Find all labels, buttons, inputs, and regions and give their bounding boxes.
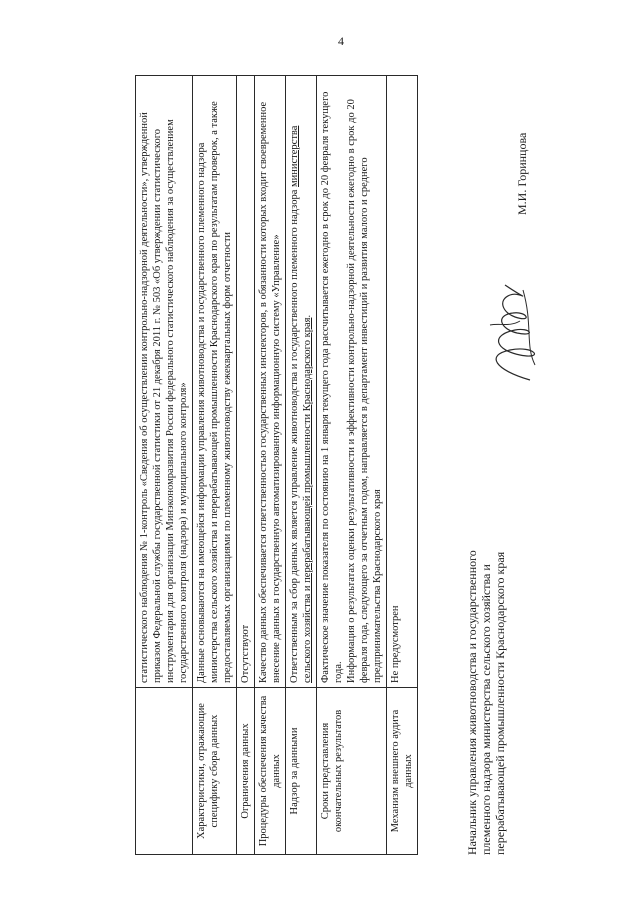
table-row bbox=[193, 76, 237, 855]
table-row bbox=[317, 76, 387, 855]
table-row bbox=[255, 76, 286, 855]
row-label: Процедуры обеспечения качества данных bbox=[255, 688, 286, 855]
row-label: Надзор за данными bbox=[286, 688, 317, 855]
signature-block bbox=[465, 75, 565, 855]
row-value: Качество данных обеспечивается ответственностью государственных инспекторов, в обязанности которых входит своевременное внесение данных в государственную автоматизированную информационную систему «Управление» bbox=[255, 76, 286, 688]
table-row bbox=[136, 76, 193, 855]
table-row bbox=[237, 76, 255, 855]
signatory-position: Начальник управления животноводства и государственного племенного надзора министерства сельского хозяйства и перерабатывающей промышленности Краснодарского края bbox=[465, 550, 507, 855]
row-value: Не предусмотрен bbox=[387, 76, 418, 688]
rotated-page-content bbox=[135, 75, 565, 855]
table-row bbox=[286, 76, 317, 855]
signatory-name: М.И. Горинцова bbox=[515, 132, 529, 215]
row-label: Характеристики, отражающие специфику сбора данных bbox=[193, 688, 237, 855]
row-value: Отсутствуют bbox=[237, 76, 255, 688]
row-value: статистического наблюдения № 1-контроль «Сведения об осуществлении контрольно-надзорной деятельности», утвержденной приказом Федеральной службы государственной статистики от 21 декабря 2011 г. № 503 «Об утверждении статистического инструментария для организации Минэкономразвития России федерального статистического наблюдения за осуществлением государственного контроля (надзора) и муниципального контроля» bbox=[136, 76, 193, 688]
table-row bbox=[387, 76, 418, 855]
row-value-text: Ответственным за сбор данных является управление животноводства и государственного племенного надзора bbox=[289, 187, 300, 683]
row-value bbox=[286, 76, 317, 688]
row-value bbox=[317, 76, 387, 688]
handwritten-signature bbox=[475, 275, 555, 385]
row-value-text-end: . bbox=[302, 314, 313, 318]
row-value-underlined: министерства сельского хозяйства и перерабатывающей промышленности Краснодарского края bbox=[289, 125, 313, 683]
row-label: Сроки представления окончательных результатов bbox=[317, 688, 387, 855]
row-label bbox=[136, 688, 193, 855]
row-label: Ограничения данных bbox=[237, 688, 255, 855]
data-table bbox=[135, 75, 418, 855]
row-value-paragraph: Фактическое значение показателя по состоянию на 1 января текущего года рассчитывается ежегодно в срок до 20 февраля текущего года. bbox=[320, 91, 344, 683]
row-value: Данные основываются на имеющейся информации управления животноводства и государственного племенного надзора министерства сельского хозяйства и перерабатывающей промышленности Краснодарского края по результатам проверок, а также предоставляемых организациями по племенному животноводству ежеквартальных форм отчетности bbox=[193, 76, 237, 688]
row-label: Механизм внешнего аудита данных bbox=[387, 688, 418, 855]
row-value-paragraph: Информация о результатах оценки результативности и эффективности контрольно-надзорной деятельности ежегодно в срок до 20 февраля года, следующего за отчетным годом, направляется в департамент инвестиций и развития малого и среднего предпринимательства Краснодарского края bbox=[346, 99, 383, 683]
page-number: 4 bbox=[338, 34, 344, 48]
